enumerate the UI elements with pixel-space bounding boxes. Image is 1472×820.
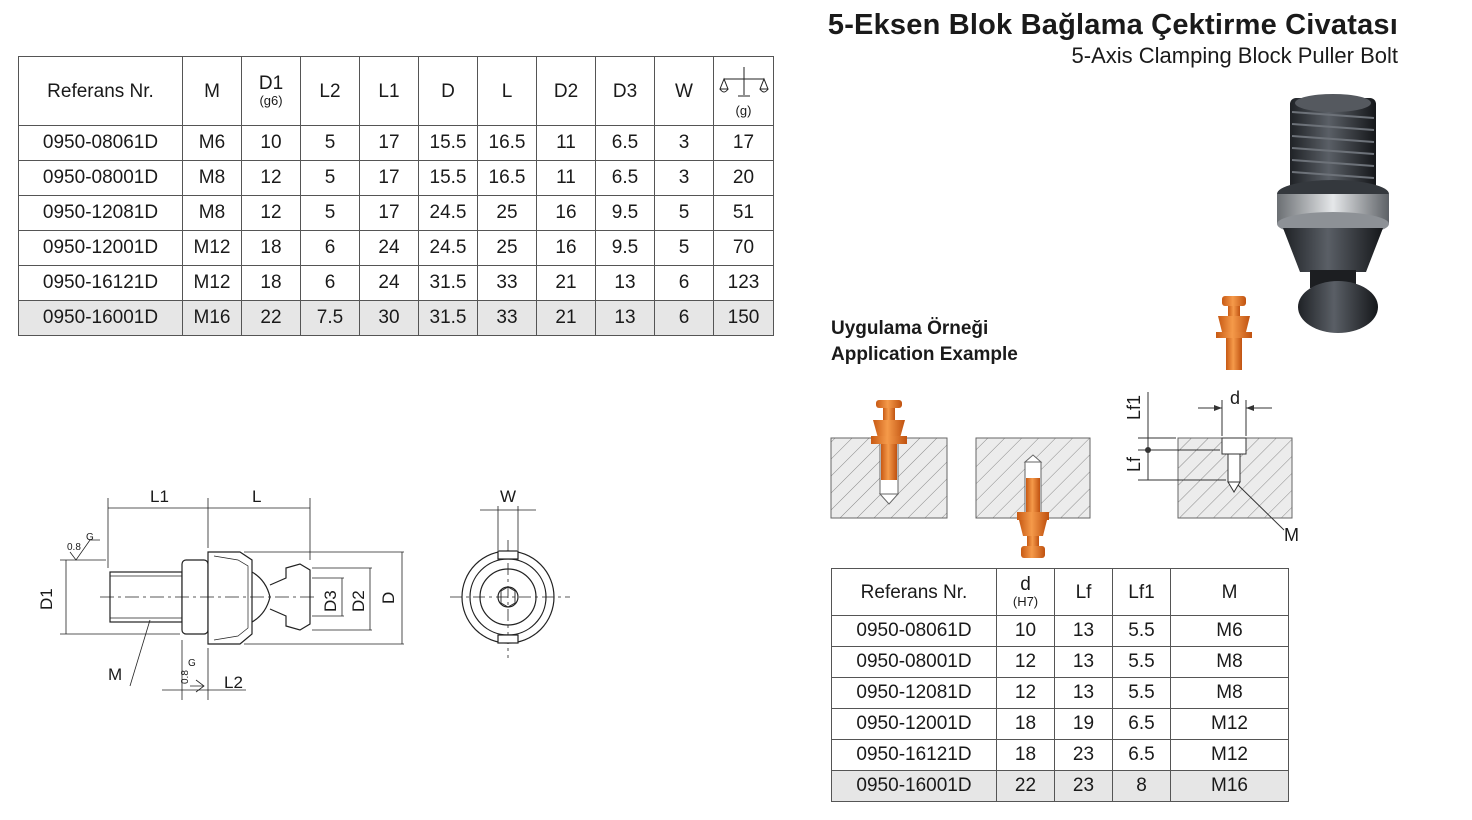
table-cell: M6: [1171, 616, 1289, 647]
main_table-header-label: L1: [378, 80, 400, 102]
table-cell: 11: [537, 126, 596, 161]
table-cell: 11: [537, 161, 596, 196]
app_table-header-label: d: [1020, 574, 1031, 595]
table-cell: 31.5: [419, 301, 478, 336]
table-cell: 23: [1055, 740, 1113, 771]
table-cell: 0950-12001D: [832, 709, 997, 740]
table-cell: 3: [655, 161, 714, 196]
table-cell: M12: [1171, 709, 1289, 740]
dim-d-label: D: [379, 591, 398, 604]
table-cell: 0950-16121D: [19, 266, 183, 301]
table-cell: 8: [1113, 771, 1171, 802]
table-cell: 17: [360, 126, 419, 161]
table-cell: 18: [997, 740, 1055, 771]
table-cell: 51: [714, 196, 774, 231]
table-cell: 6: [301, 266, 360, 301]
table-cell: 6.5: [596, 161, 655, 196]
table-cell: 24: [360, 231, 419, 266]
technical-drawing-end: [450, 506, 570, 658]
table-cell: 17: [360, 196, 419, 231]
table-cell: 0950-12081D: [832, 678, 997, 709]
table-cell: 12: [997, 678, 1055, 709]
table-cell: 16.5: [478, 126, 537, 161]
table-cell: 7.5: [301, 301, 360, 336]
dim-l2-label: L2: [224, 673, 243, 692]
dim-d1-label: D1: [37, 588, 56, 610]
dim-m-label-app: M: [1284, 525, 1299, 545]
table-cell: 0950-08001D: [19, 161, 183, 196]
table-cell: 24.5: [419, 231, 478, 266]
application-figure-1: [831, 400, 947, 518]
dim-d2-label: D2: [349, 590, 368, 612]
table-cell: 5: [655, 231, 714, 266]
table-cell: 23: [1055, 771, 1113, 802]
table-cell: 21: [537, 301, 596, 336]
table-cell: 12: [242, 196, 301, 231]
table-cell: 9.5: [596, 231, 655, 266]
main_table-header-label: W: [675, 80, 693, 102]
table-cell: 10: [997, 616, 1055, 647]
application-figure-3: [1124, 296, 1299, 545]
table-cell: 6.5: [1113, 709, 1171, 740]
table-cell: 18: [997, 709, 1055, 740]
table-cell: M8: [1171, 678, 1289, 709]
table-cell: M16: [1171, 771, 1289, 802]
table-cell: 5: [301, 196, 360, 231]
table-cell: 18: [242, 266, 301, 301]
table-cell: 16.5: [478, 161, 537, 196]
table-cell: 17: [714, 126, 774, 161]
table-cell: 6.5: [596, 126, 655, 161]
table-cell: 5: [301, 126, 360, 161]
table-cell: 13: [1055, 678, 1113, 709]
table-cell: 20: [714, 161, 774, 196]
table-cell: 16: [537, 196, 596, 231]
table-cell: 70: [714, 231, 774, 266]
table-cell: 9.5: [596, 196, 655, 231]
bolt-product-image: [1277, 94, 1389, 333]
table-cell: 10: [242, 126, 301, 161]
table-cell: 13: [1055, 616, 1113, 647]
dim-w-label: W: [500, 487, 517, 506]
dim-lf-label: Lf: [1124, 456, 1144, 472]
table-cell: 22: [242, 301, 301, 336]
main_table-header-label: D2: [553, 80, 579, 102]
table-cell: 0950-12001D: [19, 231, 183, 266]
table-cell: 31.5: [419, 266, 478, 301]
table-cell: 16: [537, 231, 596, 266]
main_table-header-sub: (g): [735, 102, 752, 118]
main_table-header-label: D: [441, 80, 455, 102]
table-cell: 123: [714, 266, 774, 301]
dim-l-label: L: [252, 487, 262, 506]
table-cell: 33: [478, 266, 537, 301]
table-cell: M8: [183, 161, 242, 196]
app_table-header-label: Lf1: [1128, 581, 1155, 603]
table-cell: 22: [997, 771, 1055, 802]
table-cell: 30: [360, 301, 419, 336]
table-cell: M12: [183, 231, 242, 266]
table-cell: 12: [242, 161, 301, 196]
main_table-header-label: L2: [319, 80, 341, 102]
table-cell: 24: [360, 266, 419, 301]
main_table-header-label: D3: [612, 80, 638, 102]
table-cell: 150: [714, 301, 774, 336]
table-cell: 19: [1055, 709, 1113, 740]
application-heading-en: Application Example: [831, 344, 1018, 365]
table-cell: 5: [301, 161, 360, 196]
table-cell: 3: [655, 126, 714, 161]
table-cell: M12: [1171, 740, 1289, 771]
table-cell: 5: [655, 196, 714, 231]
table-cell: 12: [997, 647, 1055, 678]
roughness-label-bottom: 0.8: [180, 670, 191, 684]
table-cell: 5.5: [1113, 616, 1171, 647]
title-english: 5-Axis Clamping Block Puller Bolt: [1071, 43, 1398, 68]
title-turkish: 5-Eksen Blok Bağlama Çektirme Civatası: [827, 9, 1398, 41]
table-cell: M8: [183, 196, 242, 231]
table-cell: 15.5: [419, 126, 478, 161]
roughness-label-top: 0.8: [67, 542, 81, 553]
table-cell: 24.5: [419, 196, 478, 231]
table-cell: 6: [655, 301, 714, 336]
table-cell: 6.5: [1113, 740, 1171, 771]
app_table-header-label: Referans Nr.: [860, 581, 968, 603]
table-cell: 5.5: [1113, 647, 1171, 678]
main_table-header-sub: (g6): [259, 93, 283, 108]
app_table-header-sub: (H7): [1012, 594, 1039, 609]
table-cell: M16: [183, 301, 242, 336]
table-cell: 17: [360, 161, 419, 196]
table-cell: 0950-12081D: [19, 196, 183, 231]
table-cell: 13: [596, 301, 655, 336]
table-cell: 6: [655, 266, 714, 301]
dim-l1-label: L1: [150, 487, 169, 506]
main_table-header-label: Referans Nr.: [47, 80, 154, 102]
table-cell: M8: [1171, 647, 1289, 678]
table-cell: 18: [242, 231, 301, 266]
dim-d3-label: D3: [321, 590, 340, 612]
table-cell: 15.5: [419, 161, 478, 196]
main_table-header-label: M: [204, 80, 220, 102]
table-cell: 0950-08061D: [832, 616, 997, 647]
dim-m-label: M: [108, 665, 123, 684]
table-cell: 0950-16121D: [832, 740, 997, 771]
dim-d-label: d: [1230, 388, 1241, 408]
table-cell: 0950-08001D: [832, 647, 997, 678]
table-cell: 33: [478, 301, 537, 336]
main_table-header-label: D1: [258, 73, 284, 94]
table-cell: M12: [183, 266, 242, 301]
grade-label-bottom: G: [188, 658, 196, 669]
table-cell: 25: [478, 231, 537, 266]
table-cell: 0950-08061D: [19, 126, 183, 161]
table-cell: 0950-16001D: [19, 301, 183, 336]
dim-lf1-label: Lf1: [1124, 394, 1144, 420]
table-cell: M6: [183, 126, 242, 161]
grade-label-top: G: [86, 532, 94, 543]
table-cell: 0950-16001D: [832, 771, 997, 802]
table-cell: 21: [537, 266, 596, 301]
table-cell: 13: [1055, 647, 1113, 678]
table-cell: 25: [478, 196, 537, 231]
app_table-header-label: Lf: [1075, 581, 1092, 603]
application-heading-tr: Uygulama Örneği: [831, 318, 989, 339]
main_table-header-label: L: [501, 80, 513, 102]
app_table-header-label: M: [1221, 581, 1238, 603]
table-cell: 5.5: [1113, 678, 1171, 709]
table-cell: 6: [301, 231, 360, 266]
application-figure-2: [976, 438, 1090, 558]
table-cell: 13: [596, 266, 655, 301]
